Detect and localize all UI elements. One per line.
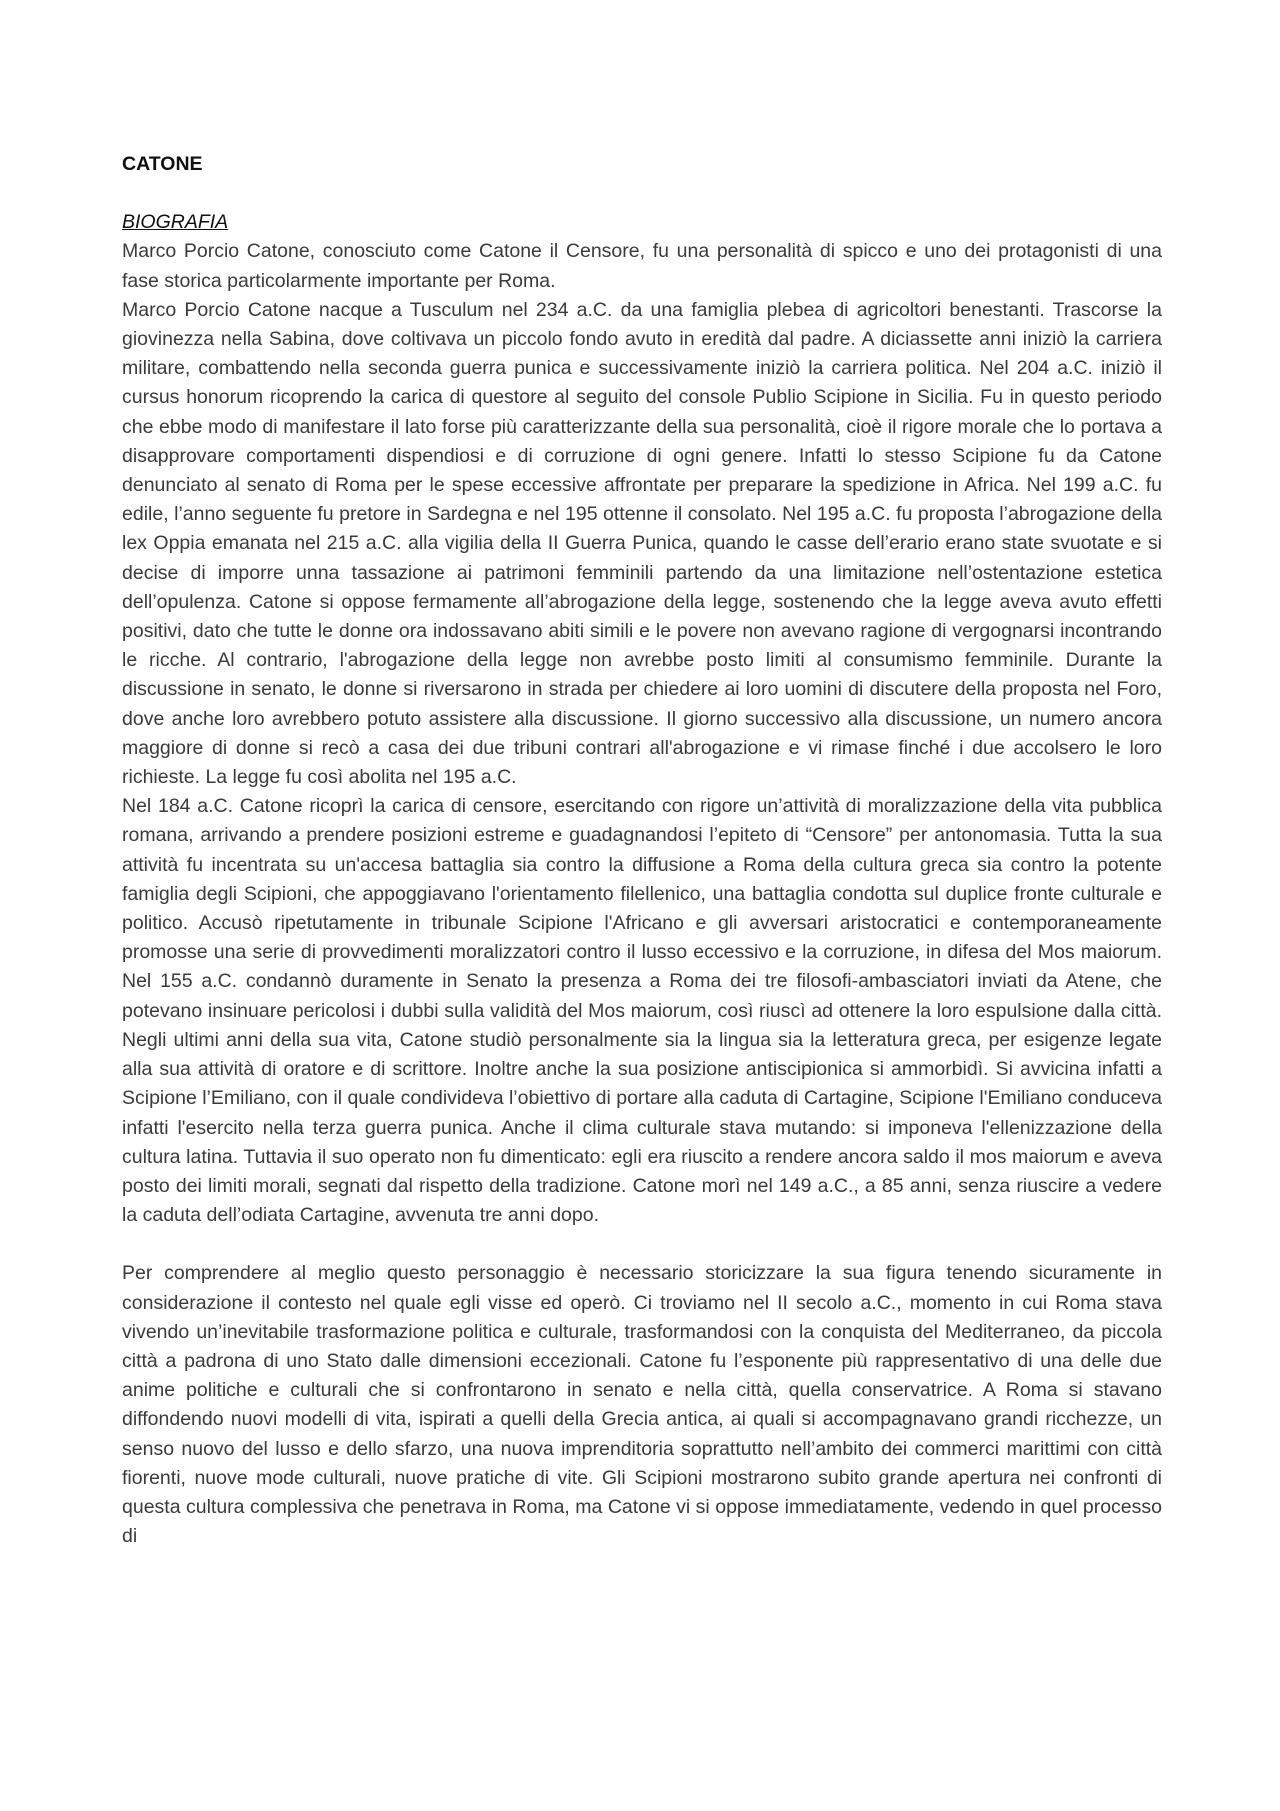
paragraph-early-life: Marco Porcio Catone nacque a Tusculum nel 234 a.C. da una famiglia plebea di agricoltori benestanti. Trascorse la giovinezza nella Sabina, dove coltivava un piccolo fondo avuto in eredità dal padre. A diciassette anni iniziò la carriera militare, combattendo nella seconda guerra punica e successivamente iniziò la carriera politica. Nel 204 a.C. iniziò il cursus honorum ricoprendo la carica di questore al seguito del console Publio Scipione in Sicilia. Fu in questo periodo che ebbe modo di manifestare il lato forse più caratterizzante della sua personalità, cioè il rigore morale che lo portava a disapprovare comportamenti dispendiosi e di corruzione di ogni genere. Infatti lo stesso Scipione fu da Catone denunciato al senato di Roma per le spese eccessive affrontate per preparare la spedizione in Africa. Nel 199 a.C. fu edile, l’anno seguente fu pretore in Sardegna e nel 195 ottenne il consolato. Nel 195 a.C. fu proposta l’abrogazione della lex Oppia emanata nel 215 a.C. alla vigilia della II Guerra Punica, quando le casse dell’erario erano state svuotate e si decise di imporre unna tassazione ai patrimoni femminili partendo da una limitazione nell’ostentazione estetica dell’opulenza. Catone si oppose fermamente all’abrogazione della legge, sostenendo che la legge aveva avuto effetti positivi, dato che tutte le donne ora indossavano abiti simili e le povere non avevano ragione di vergognarsi incontrando le ricche. Al contrario, l'abrogazione della legge non avrebbe posto limiti al consumismo femminile. Durante la discussione in senato, le donne si riversarono in strada per chiedere ai loro uomini di discutere della proposta nel Foro, dove anche loro avrebbero potuto assistere alla discussione. Il giorno successivo alla discussione, un numero ancora maggiore di donne si recò a casa dei due tribuni contrari all'abrogazione e vi rimase finché i due accolsero le loro richieste. La legge fu così abolita nel 195 a.C. — [122, 298, 1162, 789]
paragraph-censorship: Nel 184 a.C. Catone ricoprì la carica di censore, esercitando con rigore un’attività di moralizzazione della vita pubblica romana, arrivando a prendere posizioni estreme e guadagnandosi l’epiteto di “Censore” per antonomasia. Tutta la sua attività fu incentrata su un'accesa battaglia sia contro la diffusione a Roma della cultura greca sia contro la potente famiglia degli Scipioni, che appoggiavano l'orientamento filellenico, una battaglia condotta sul duplice fronte culturale e politico. Accusò ripetutamente in tribunale Scipione l'Africano e gli avversari aristocratici e contemporaneamente promosse una serie di provvedimenti moralizzatori contro il lusso eccessivo e la corruzione, in difesa del Mos maiorum. Nel 155 a.C. condannò duramente in Senato la presenza a Roma dei tre filosofi-ambasciatori inviati da Atene, che potevano insinuare pericolosi i dubbi sulla validità del Mos maiorum, così riuscì ad ottenere la loro espulsione dalla città. Negli ultimi anni della sua vita, Catone studiò personalmente sia la lingua sia la letteratura greca, per esigenze legate alla sua attività di oratore e di scrittore. Inoltre anche la sua posizione antiscipionica si ammorbidì. Si avvicina infatti a Scipione l’Emiliano, con il quale condivideva l’obiettivo di portare alla caduta di Cartagine, Scipione l'Emiliano conduceva infatti l'esercito nella terza guerra punica. Anche il clima culturale stava mutando: si imponeva l'ellenizzazione della cultura latina. Tuttavia il suo operato non fu dimenticato: egli era riuscito a rendere ancora saldo il mos maiorum e aveva posto dei limiti morali, segnati dal rispetto della tradizione. Catone morì nel 149 a.C., a 85 anni, senza riuscire a vedere la caduta dell’odiata Cartagine, avvenuta tre anni dopo. — [122, 795, 1162, 1227]
paragraph-context: Per comprendere al meglio questo personaggio è necessario storicizzare la sua figura tenendo sicuramente in considerazione il contesto nel quale egli visse ed operò. Ci troviamo nel II secolo a.C., momento in cui Roma stava vivendo un’inevitabile trasformazione politica e culturale, trasformandosi con la conquista del Mediterraneo, da piccola città a padrona di uno Stato dalle dimensioni eccezionali. Catone fu l’esponente più rappresentativo di una delle due anime politiche e culturali che si confrontarono in senato e nella città, quella conservatrice. A Roma si stavano diffondendo nuovi modelli di vita, ispirati a quelli della Grecia antica, ai quali si accompagnavano grandi ricchezze, un senso nuovo del lusso e dello sfarzo, una nuova imprenditoria soprattutto nell’ambito dei commerci marittimi con città fiorenti, nuove mode culturali, nuove pratiche di vite. Gli Scipioni mostrarono subito grande apertura nei confronti di questa cultura complessiva che penetrava in Roma, ma Catone vi si oppose immediatamente, vedendo in quel processo di — [122, 1262, 1162, 1548]
document-title: CATONE — [122, 153, 203, 175]
document-page — [122, 150, 1162, 1551]
paragraph-intro: Marco Porcio Catone, conosciuto come Catone il Censore, fu una personalità di spicco e uno dei protagonisti di una fase storica particolarmente importante per Roma. — [122, 240, 1162, 292]
paragraph-spacer — [122, 1230, 1162, 1259]
section-heading-biografia: BIOGRAFIA — [122, 211, 229, 234]
